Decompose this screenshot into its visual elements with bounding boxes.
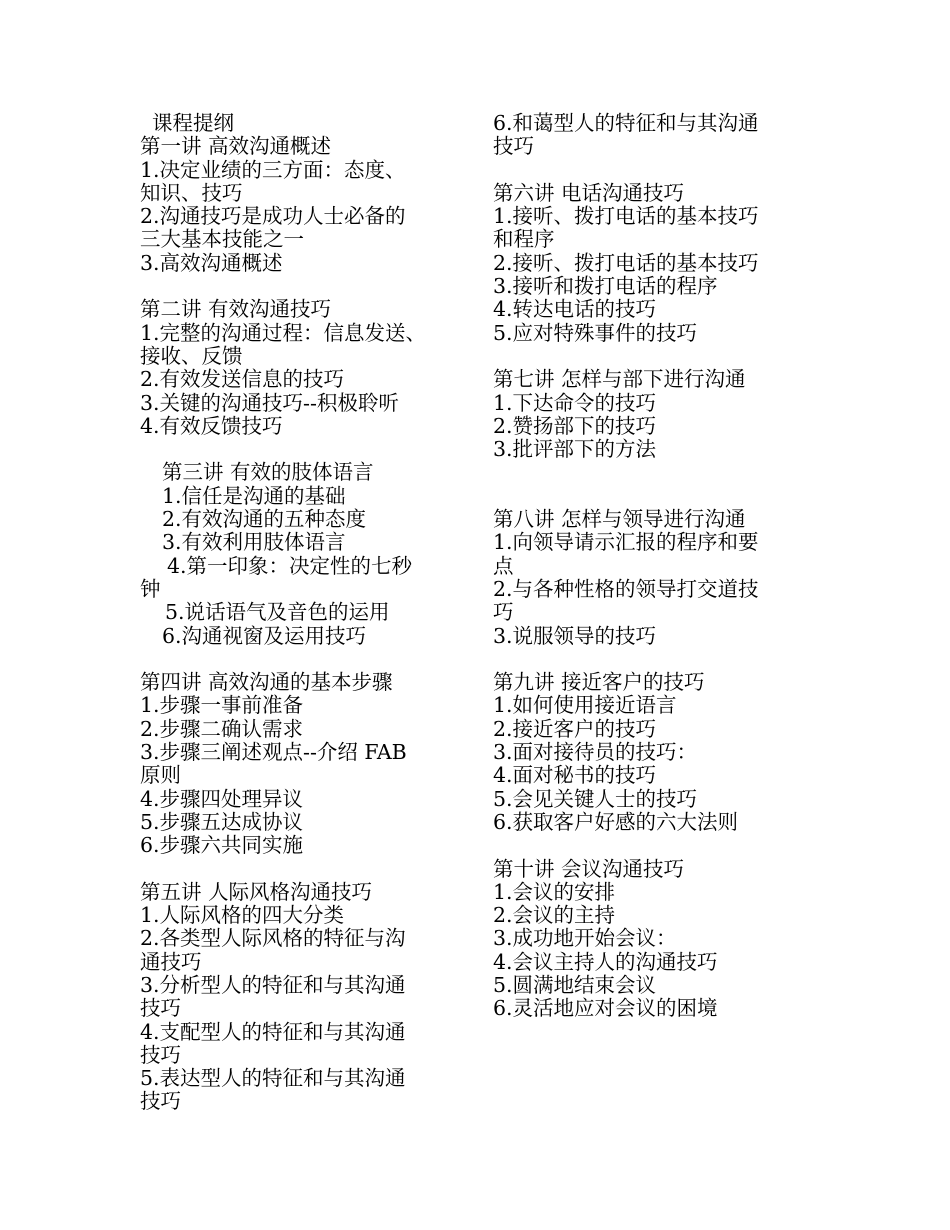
list-item: 2.会议的主持 [493, 903, 616, 928]
right-column [493, 112, 818, 1021]
outline-title: 课程提纲 [152, 111, 234, 135]
list-item: 5.圆满地结束会议 [493, 972, 657, 997]
list-item: 3.成功地开始会议： [493, 926, 677, 951]
list-item: 巧 [493, 600, 514, 625]
list-item: 4.第一印象：决定性的七秒 [167, 553, 413, 578]
spacer [140, 648, 475, 671]
list-item: 1.下达命令的技巧 [493, 390, 657, 415]
lecture-3 [140, 461, 475, 647]
list-item: 3.批评部下的方法 [493, 437, 657, 462]
lecture-5 [140, 881, 475, 1114]
list-item: 2.步骤二确认需求 [140, 716, 304, 741]
lecture-title: 第四讲 高效沟通的基本步骤 [140, 670, 393, 695]
list-item: 4.面对秘书的技巧 [493, 763, 657, 788]
list-item: 6.和蔼型人的特征和与其沟通 [493, 111, 759, 135]
list-item: 三大基本技能之一 [140, 227, 304, 252]
list-item: 1.步骤一事前准备 [140, 693, 304, 718]
list-item: 2.各类型人际风格的特征与沟 [140, 926, 406, 951]
lecture-10 [493, 858, 818, 1021]
lecture-2 [140, 298, 475, 438]
lecture-title: 第七讲 怎样与部下进行沟通 [493, 367, 746, 392]
list-item: 1.如何使用接近语言 [493, 693, 677, 718]
list-item: 2.有效发送信息的技巧 [140, 367, 345, 392]
lecture-7 [493, 368, 818, 461]
lecture-title: 第九讲 接近客户的技巧 [493, 670, 705, 695]
list-item: 2.与各种性格的领导打交道技 [493, 576, 759, 601]
lecture-title: 第八讲 怎样与领导进行沟通 [493, 507, 746, 532]
list-item: 原则 [140, 763, 181, 788]
list-item: 通技巧 [140, 949, 202, 974]
lecture-title: 第六讲 电话沟通技巧 [493, 180, 685, 205]
list-item: 技巧 [140, 996, 181, 1021]
lecture-5-continued [493, 112, 818, 159]
list-item: 6.步骤六共同实施 [140, 833, 304, 858]
list-item: 4.转达电话的技巧 [493, 297, 657, 322]
list-item: 3.接听和拨打电话的程序 [493, 274, 718, 299]
list-item: 4.会议主持人的沟通技巧 [493, 949, 718, 974]
list-item: 1.信任是沟通的基础 [162, 483, 346, 508]
list-item: 5.说话语气及音色的运用 [165, 600, 390, 625]
list-item: 3.面对接待员的技巧： [493, 740, 698, 765]
lecture-title: 第二讲 有效沟通技巧 [140, 297, 332, 322]
list-item: 6.沟通视窗及运用技巧 [162, 623, 367, 648]
list-item: 钟 [140, 576, 161, 601]
spacer [140, 275, 475, 298]
list-item: 2.沟通技巧是成功人士必备的 [140, 204, 406, 229]
spacer [493, 648, 818, 671]
lecture-1 [140, 135, 475, 275]
list-item: 2.有效沟通的五种态度 [162, 507, 367, 532]
list-item: 2.赞扬部下的技巧 [493, 413, 657, 438]
list-item: 1.完整的沟通过程：信息发送、 [140, 320, 427, 345]
list-item: 4.支配型人的特征和与其沟通 [140, 1019, 406, 1044]
list-item: 1.会议的安排 [493, 879, 616, 904]
list-item: 技巧 [140, 1042, 181, 1067]
list-item: 和程序 [493, 227, 555, 252]
list-item: 6.灵活地应对会议的困境 [493, 996, 718, 1021]
list-item: 技巧 [140, 1089, 181, 1114]
lecture-title: 第十讲 会议沟通技巧 [493, 856, 685, 881]
list-item: 1.向领导请示汇报的程序和要 [493, 530, 759, 555]
spacer [140, 858, 475, 881]
list-item: 5.表达型人的特征和与其沟通 [140, 1066, 406, 1091]
list-item: 3.分析型人的特征和与其沟通 [140, 972, 406, 997]
list-item: 3.说服领导的技巧 [493, 623, 657, 648]
lecture-9 [493, 671, 818, 834]
list-item: 技巧 [493, 134, 534, 159]
list-item: 5.应对特殊事件的技巧 [493, 320, 698, 345]
list-item: 接收、反馈 [140, 343, 243, 368]
list-item: 4.有效反馈技巧 [140, 413, 283, 438]
list-item: 1.接听、拨打电话的基本技巧 [493, 204, 759, 229]
list-item: 3.步骤三阐述观点--介绍 FAB [140, 740, 407, 765]
list-item: 3.关键的沟通技巧--积极聆听 [140, 390, 399, 415]
spacer [493, 345, 818, 368]
lecture-8 [493, 508, 818, 648]
list-item: 2.接近客户的技巧 [493, 716, 657, 741]
lecture-title: 第五讲 人际风格沟通技巧 [140, 879, 373, 904]
list-item: 4.步骤四处理异议 [140, 786, 304, 811]
list-item: 1.决定业绩的三方面：态度、 [140, 157, 406, 182]
spacer [493, 461, 818, 508]
lecture-title: 第三讲 有效的肢体语言 [162, 460, 374, 485]
list-item: 1.人际风格的四大分类 [140, 903, 345, 928]
list-item: 2.接听、拨打电话的基本技巧 [493, 250, 759, 275]
list-item: 5.会见关键人士的技巧 [493, 786, 698, 811]
lecture-title: 第一讲 高效沟通概述 [140, 134, 332, 159]
list-item: 3.有效利用肢体语言 [162, 530, 346, 555]
lecture-4 [140, 671, 475, 857]
spacer [140, 438, 475, 461]
lecture-6 [493, 182, 818, 345]
list-item: 3.高效沟通概述 [140, 250, 283, 275]
left-column [140, 112, 475, 1114]
list-item: 5.步骤五达成协议 [140, 809, 304, 834]
list-item: 知识、技巧 [140, 180, 243, 205]
list-item: 点 [493, 553, 514, 578]
list-item: 6.获取客户好感的六大法则 [493, 809, 739, 834]
spacer [493, 159, 818, 182]
spacer [493, 834, 818, 857]
